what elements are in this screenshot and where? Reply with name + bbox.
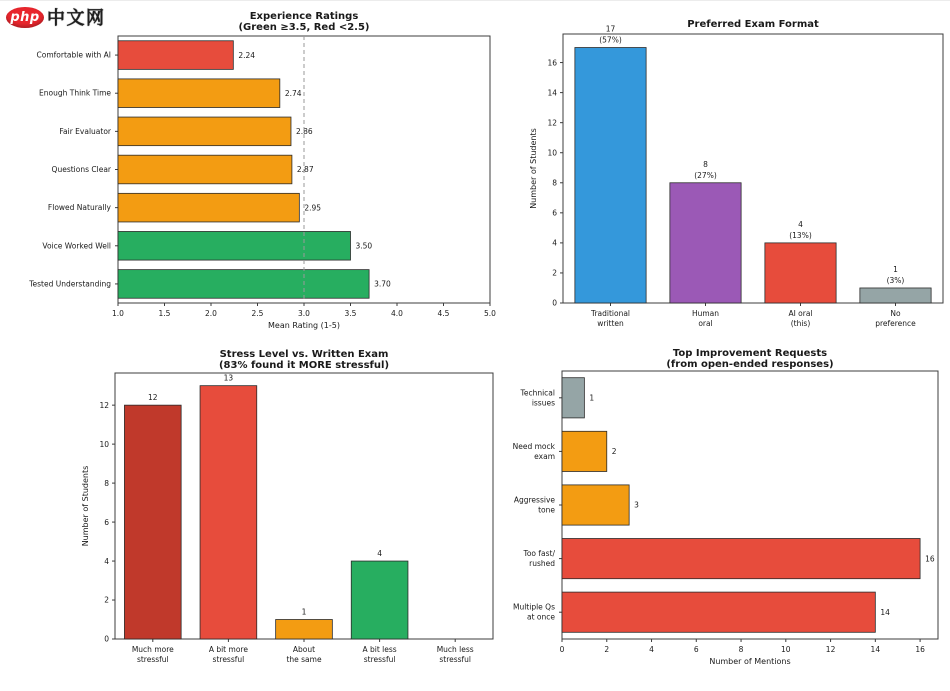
x-tick-label: 5.0 xyxy=(484,309,496,318)
chart-title: (from open-ended responses) xyxy=(666,359,834,370)
value-label: 2 xyxy=(611,447,617,457)
x-tick-label: 2 xyxy=(604,645,610,654)
x-tick-label: 1.5 xyxy=(158,309,171,318)
y-tick-label: 0 xyxy=(552,298,557,308)
category-label: preference xyxy=(875,319,916,328)
value-label: 2.74 xyxy=(284,88,302,98)
bar-6 xyxy=(118,270,369,299)
category-label: at once xyxy=(526,612,555,622)
chart-svg-top-improvement-requests xyxy=(450,346,950,691)
category-label: stressful xyxy=(439,655,472,664)
category-label: Much less xyxy=(436,645,474,654)
value-label: 1 xyxy=(893,264,898,274)
y-tick-label: 14 xyxy=(547,88,557,98)
category-label: the same xyxy=(286,655,322,664)
value-label: 2.24 xyxy=(238,50,256,60)
bar-2 xyxy=(118,117,291,146)
y-tick-label: 16 xyxy=(547,58,557,68)
chart-title: (Green ≥3.5, Red <2.5) xyxy=(238,22,370,33)
category-label: A bit more xyxy=(208,645,248,654)
category-label: rushed xyxy=(529,559,555,569)
category-label: Questions Clear xyxy=(51,165,111,174)
chart-title: Top Improvement Requests xyxy=(672,348,828,359)
category-label: Tested Understanding xyxy=(29,279,111,289)
y-tick-label: 8 xyxy=(104,478,109,488)
category-label: AI oral xyxy=(788,309,813,318)
x-tick-label: 4 xyxy=(649,645,654,654)
category-label: About xyxy=(292,645,316,654)
y-tick-label: 6 xyxy=(104,517,109,527)
y-tick-label: 10 xyxy=(99,439,109,449)
bar-0 xyxy=(124,405,181,639)
chart-improvement-requests xyxy=(450,346,950,691)
category-label: Comfortable with AI xyxy=(36,50,111,60)
y-axis-label: Number of Students xyxy=(81,465,90,547)
bar-0 xyxy=(575,48,646,303)
bar-1 xyxy=(670,183,741,303)
category-label: Flowed Naturally xyxy=(47,203,111,213)
value-label: 2.86 xyxy=(295,127,313,137)
value-label: 13 xyxy=(223,373,234,383)
value-label: (13%) xyxy=(789,230,812,240)
value-label: (27%) xyxy=(694,170,717,180)
chart-experience-ratings xyxy=(0,6,500,345)
category-label: tone xyxy=(538,505,555,515)
chart-stress-level xyxy=(0,346,500,691)
bar-1 xyxy=(562,431,607,471)
bar-4 xyxy=(118,193,299,222)
category-label: Too fast/ xyxy=(523,549,555,559)
y-tick-label: 12 xyxy=(547,118,557,128)
category-label: A bit less xyxy=(362,645,397,654)
bar-0 xyxy=(118,41,233,70)
x-tick-label: 2.5 xyxy=(251,309,264,318)
chart-preferred-exam-format xyxy=(450,6,950,345)
chart-title: Preferred Exam Format xyxy=(687,19,819,30)
x-tick-label: 8 xyxy=(738,645,744,654)
value-label: 3.70 xyxy=(374,279,391,289)
y-tick-label: 4 xyxy=(552,238,557,248)
chart-title: Experience Ratings xyxy=(249,11,359,22)
value-label: 3 xyxy=(634,500,639,510)
category-label: oral xyxy=(698,319,713,328)
bar-0 xyxy=(562,378,584,418)
x-axis-label: Number of Mentions xyxy=(709,657,791,666)
site-logo[interactable] xyxy=(6,4,106,30)
category-label: stressful xyxy=(212,655,245,664)
category-label: (this) xyxy=(790,319,811,328)
value-label: 16 xyxy=(925,554,935,564)
x-tick-label: 16 xyxy=(915,645,925,654)
bar-1 xyxy=(118,79,280,108)
y-axis-label: Number of Students xyxy=(529,128,538,209)
y-tick-label: 4 xyxy=(104,556,109,566)
category-label: stressful xyxy=(136,655,169,664)
category-label: Human xyxy=(691,309,720,318)
value-label: 2.87 xyxy=(296,165,314,175)
chart-svg-preferred-exam-format xyxy=(450,6,950,341)
y-tick-label: 10 xyxy=(547,148,557,158)
category-label: Technical xyxy=(520,388,555,398)
value-label: 3.50 xyxy=(355,241,373,251)
bar-2 xyxy=(765,243,836,303)
y-tick-label: 2 xyxy=(104,595,109,605)
chart-title: Stress Level vs. Written Exam xyxy=(219,349,389,360)
x-tick-label: 3.5 xyxy=(344,309,357,318)
category-label: Need mock xyxy=(512,441,555,451)
chart-svg-stress-level-vs-written-exam xyxy=(0,346,500,691)
value-label: 1 xyxy=(589,393,595,403)
x-tick-label: 6 xyxy=(693,645,699,654)
bar-1 xyxy=(200,386,257,639)
bar-5 xyxy=(118,231,351,260)
y-tick-label: 8 xyxy=(552,178,557,188)
category-label: Aggressive xyxy=(513,495,555,505)
value-label: 17 xyxy=(605,24,616,34)
category-label: stressful xyxy=(363,655,396,664)
category-label: Much more xyxy=(131,645,174,654)
value-label: (3%) xyxy=(886,275,905,285)
category-label: Fair Evaluator xyxy=(59,126,111,136)
php-logo-icon: php xyxy=(6,7,44,28)
bar-2 xyxy=(562,485,629,525)
value-label: 4 xyxy=(377,549,382,559)
value-label: 14 xyxy=(880,607,890,617)
y-tick-label: 6 xyxy=(552,208,557,218)
x-tick-label: 4.0 xyxy=(391,309,403,318)
x-tick-label: 10 xyxy=(781,645,791,654)
bar-3 xyxy=(562,539,920,579)
chart-title: (83% found it MORE stressful) xyxy=(218,360,390,371)
y-tick-label: 12 xyxy=(99,400,109,410)
y-tick-label: 0 xyxy=(104,634,109,644)
category-label: Voice Worked Well xyxy=(42,241,111,251)
y-tick-label: 2 xyxy=(552,268,557,278)
x-tick-label: 3.0 xyxy=(298,309,310,318)
site-logo-text: 中文网 xyxy=(47,8,106,29)
category-label: written xyxy=(597,319,624,328)
chart-svg-experience-ratings xyxy=(0,6,500,341)
value-label: (57%) xyxy=(599,35,622,45)
x-tick-label: 0 xyxy=(559,645,565,654)
bar-2 xyxy=(276,620,333,639)
value-label: 12 xyxy=(148,393,158,403)
x-tick-label: 14 xyxy=(870,645,881,654)
bar-3 xyxy=(860,288,931,303)
value-label: 1 xyxy=(301,607,307,617)
value-label: 8 xyxy=(703,159,708,169)
category-label: exam xyxy=(534,451,555,461)
category-label: Multiple Qs xyxy=(513,602,555,612)
category-label: No xyxy=(890,309,901,318)
bar-4 xyxy=(562,592,875,632)
value-label: 4 xyxy=(798,219,803,229)
x-tick-label: 12 xyxy=(825,645,836,654)
category-label: Enough Think Time xyxy=(39,88,111,98)
category-label: Traditional xyxy=(590,309,631,318)
x-tick-label: 1.0 xyxy=(112,309,124,318)
category-label: issues xyxy=(531,398,555,408)
bar-3 xyxy=(351,561,408,639)
value-label: 2.95 xyxy=(304,203,322,213)
x-tick-label: 4.5 xyxy=(437,309,450,318)
x-tick-label: 2.0 xyxy=(205,309,217,318)
x-axis-label: Mean Rating (1-5) xyxy=(268,321,340,330)
bar-3 xyxy=(118,155,292,184)
